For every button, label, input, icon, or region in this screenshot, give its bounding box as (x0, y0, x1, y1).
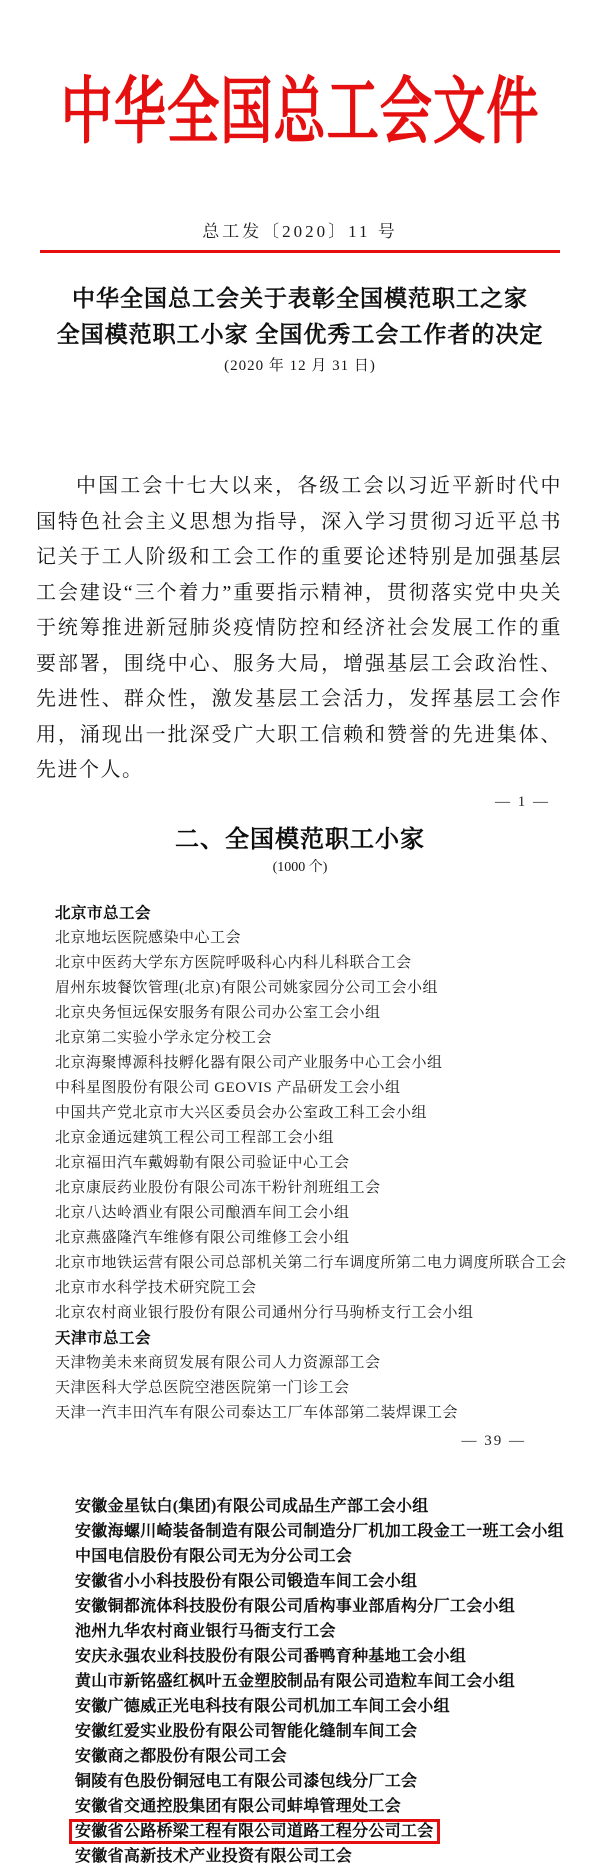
list-item: 中国电信股份有限公司无为分公司工会 (75, 1547, 353, 1565)
list-item: 北京康辰药业股份有限公司冻干粉针剂班组工会 (55, 1179, 381, 1196)
section-count: (1000 个) (272, 859, 328, 875)
decision-title-line1: 中华全国总工会关于表彰全国模范职工之家 (72, 286, 528, 311)
doc-number: 总工发〔2020〕11 号 (202, 222, 398, 241)
page-number-1: — 1 — (495, 793, 550, 810)
highlighted-item-text: 安徽省公路桥梁工程有限公司道路工程分公司工会 (75, 1823, 434, 1841)
list-item: 北京燕盛隆汽车维修有限公司维修工会小组 (55, 1229, 350, 1246)
red-divider-rule (40, 250, 560, 253)
list-item: 北京海聚博源科技孵化器有限公司产业服务中心工会小组 (55, 1054, 443, 1071)
list-item: 池州九华农村商业银行马衙支行工会 (75, 1622, 336, 1640)
highlight-red-box (69, 1819, 440, 1844)
list-item: 天津一汽丰田汽车有限公司泰达工厂车体部第二装焊课工会 (55, 1404, 459, 1421)
federation-header-tianjin: 天津市总工会 (55, 1329, 152, 1347)
list-item: 安徽商之都股份有限公司工会 (75, 1747, 287, 1765)
list-item: 北京农村商业银行股份有限公司通州分行马驹桥支行工会小组 (55, 1304, 474, 1321)
list-item: 北京福田汽车戴姆勒有限公司验证中心工会 (55, 1154, 350, 1171)
list-item: 北京八达岭酒业有限公司酿酒车间工会小组 (55, 1204, 350, 1221)
decision-title (0, 281, 600, 353)
list-item: 北京央务恒远保安服务有限公司办公室工会小组 (55, 1004, 381, 1021)
list-item: 北京地坛医院感染中心工会 (55, 929, 242, 946)
highlighted-list-item-row (75, 1819, 600, 1844)
letterhead (0, 46, 600, 164)
list-item: 北京中医药大学东方医院呼吸科心内科儿科联合工会 (55, 954, 412, 971)
award-list-anhui (75, 1494, 600, 1869)
list-item: 天津医科大学总医院空港医院第一门诊工会 (55, 1379, 350, 1396)
list-item: 安徽红爱实业股份有限公司智能化缝制车间工会 (75, 1722, 418, 1740)
list-item: 安庆永强农业科技股份有限公司番鸭育种基地工会小组 (75, 1647, 467, 1665)
page-number-39: — 39 — (461, 1432, 526, 1449)
list-item: 黄山市新铭盛红枫叶五金塑胶制品有限公司造粒车间工会小组 (75, 1672, 516, 1690)
list-item: 安徽金星钛白(集团)有限公司成品生产部工会小组 (75, 1497, 429, 1515)
list-item: 中国共产党北京市大兴区委员会办公室政工科工会小组 (55, 1104, 428, 1121)
list-item: 安徽铜都流体科技股份有限公司盾构事业部盾构分厂工会小组 (75, 1597, 516, 1615)
list-item: 北京金通远建筑工程公司工程部工会小组 (55, 1129, 335, 1146)
list-item: 北京第二实验小学永定分校工会 (55, 1029, 273, 1046)
list-item: 铜陵有色股份铜冠电工有限公司漆包线分厂工会 (75, 1772, 418, 1790)
list-item: 北京市地铁运营有限公司总部机关第二行车调度所第二电力调度所联合工会 (55, 1254, 567, 1271)
list-item: 北京市水科学技术研究院工会 (55, 1279, 257, 1296)
list-item: 天津物美未来商贸发展有限公司人力资源部工会 (55, 1354, 381, 1371)
list-item: 安徽省高新技术产业投资有限公司工会 (75, 1847, 353, 1865)
list-item: 中科星图股份有限公司 GEOVIS 产品研发工会小组 (55, 1079, 401, 1096)
decision-date: (2020 年 12 月 31 日) (224, 358, 376, 374)
list-item: 安徽省交通控股集团有限公司蚌埠管理处工会 (75, 1797, 402, 1815)
list-item: 安徽海螺川崎装备制造有限公司制造分厂机加工段金工一班工会小组 (75, 1522, 565, 1540)
federation-header-beijing: 北京市总工会 (55, 904, 152, 922)
letterhead-title: 中华全国总工会文件 (60, 71, 540, 152)
decision-title-line2: 全国模范职工小家 全国优秀工会工作者的决定 (56, 322, 544, 347)
section-heading: 二、全国模范职工小家 (175, 826, 425, 853)
list-item: 安徽省小小科技股份有限公司锻造车间工会小组 (75, 1572, 418, 1590)
award-list-page-39 (55, 901, 600, 1426)
decision-body-paragraph: 中国工会十七大以来，各级工会以习近平新时代中国特色社会主义思想为指导，深入学习贯彻习近平总书记关于工人阶级和工会工作的重要论述特别是加强基层工会建设“三个着力”重要指示精神，贯彻落实党中央关于统筹推进新冠肺炎疫情防控和经济社会发展工作的重要部署，围绕中心、服务大局，增强基层工会政治性、先进性、群众性，激发基层工会活力，发挥基层工会作用，涌现出一批深受广大职工信赖和赞誉的先进集体、先进个人。 (36, 475, 562, 781)
list-item: 安徽广德威正光电科技有限公司机加工车间工会小组 (75, 1697, 450, 1715)
list-item: 眉州东坡餐饮管理(北京)有限公司姚家园分公司工会小组 (55, 979, 438, 996)
